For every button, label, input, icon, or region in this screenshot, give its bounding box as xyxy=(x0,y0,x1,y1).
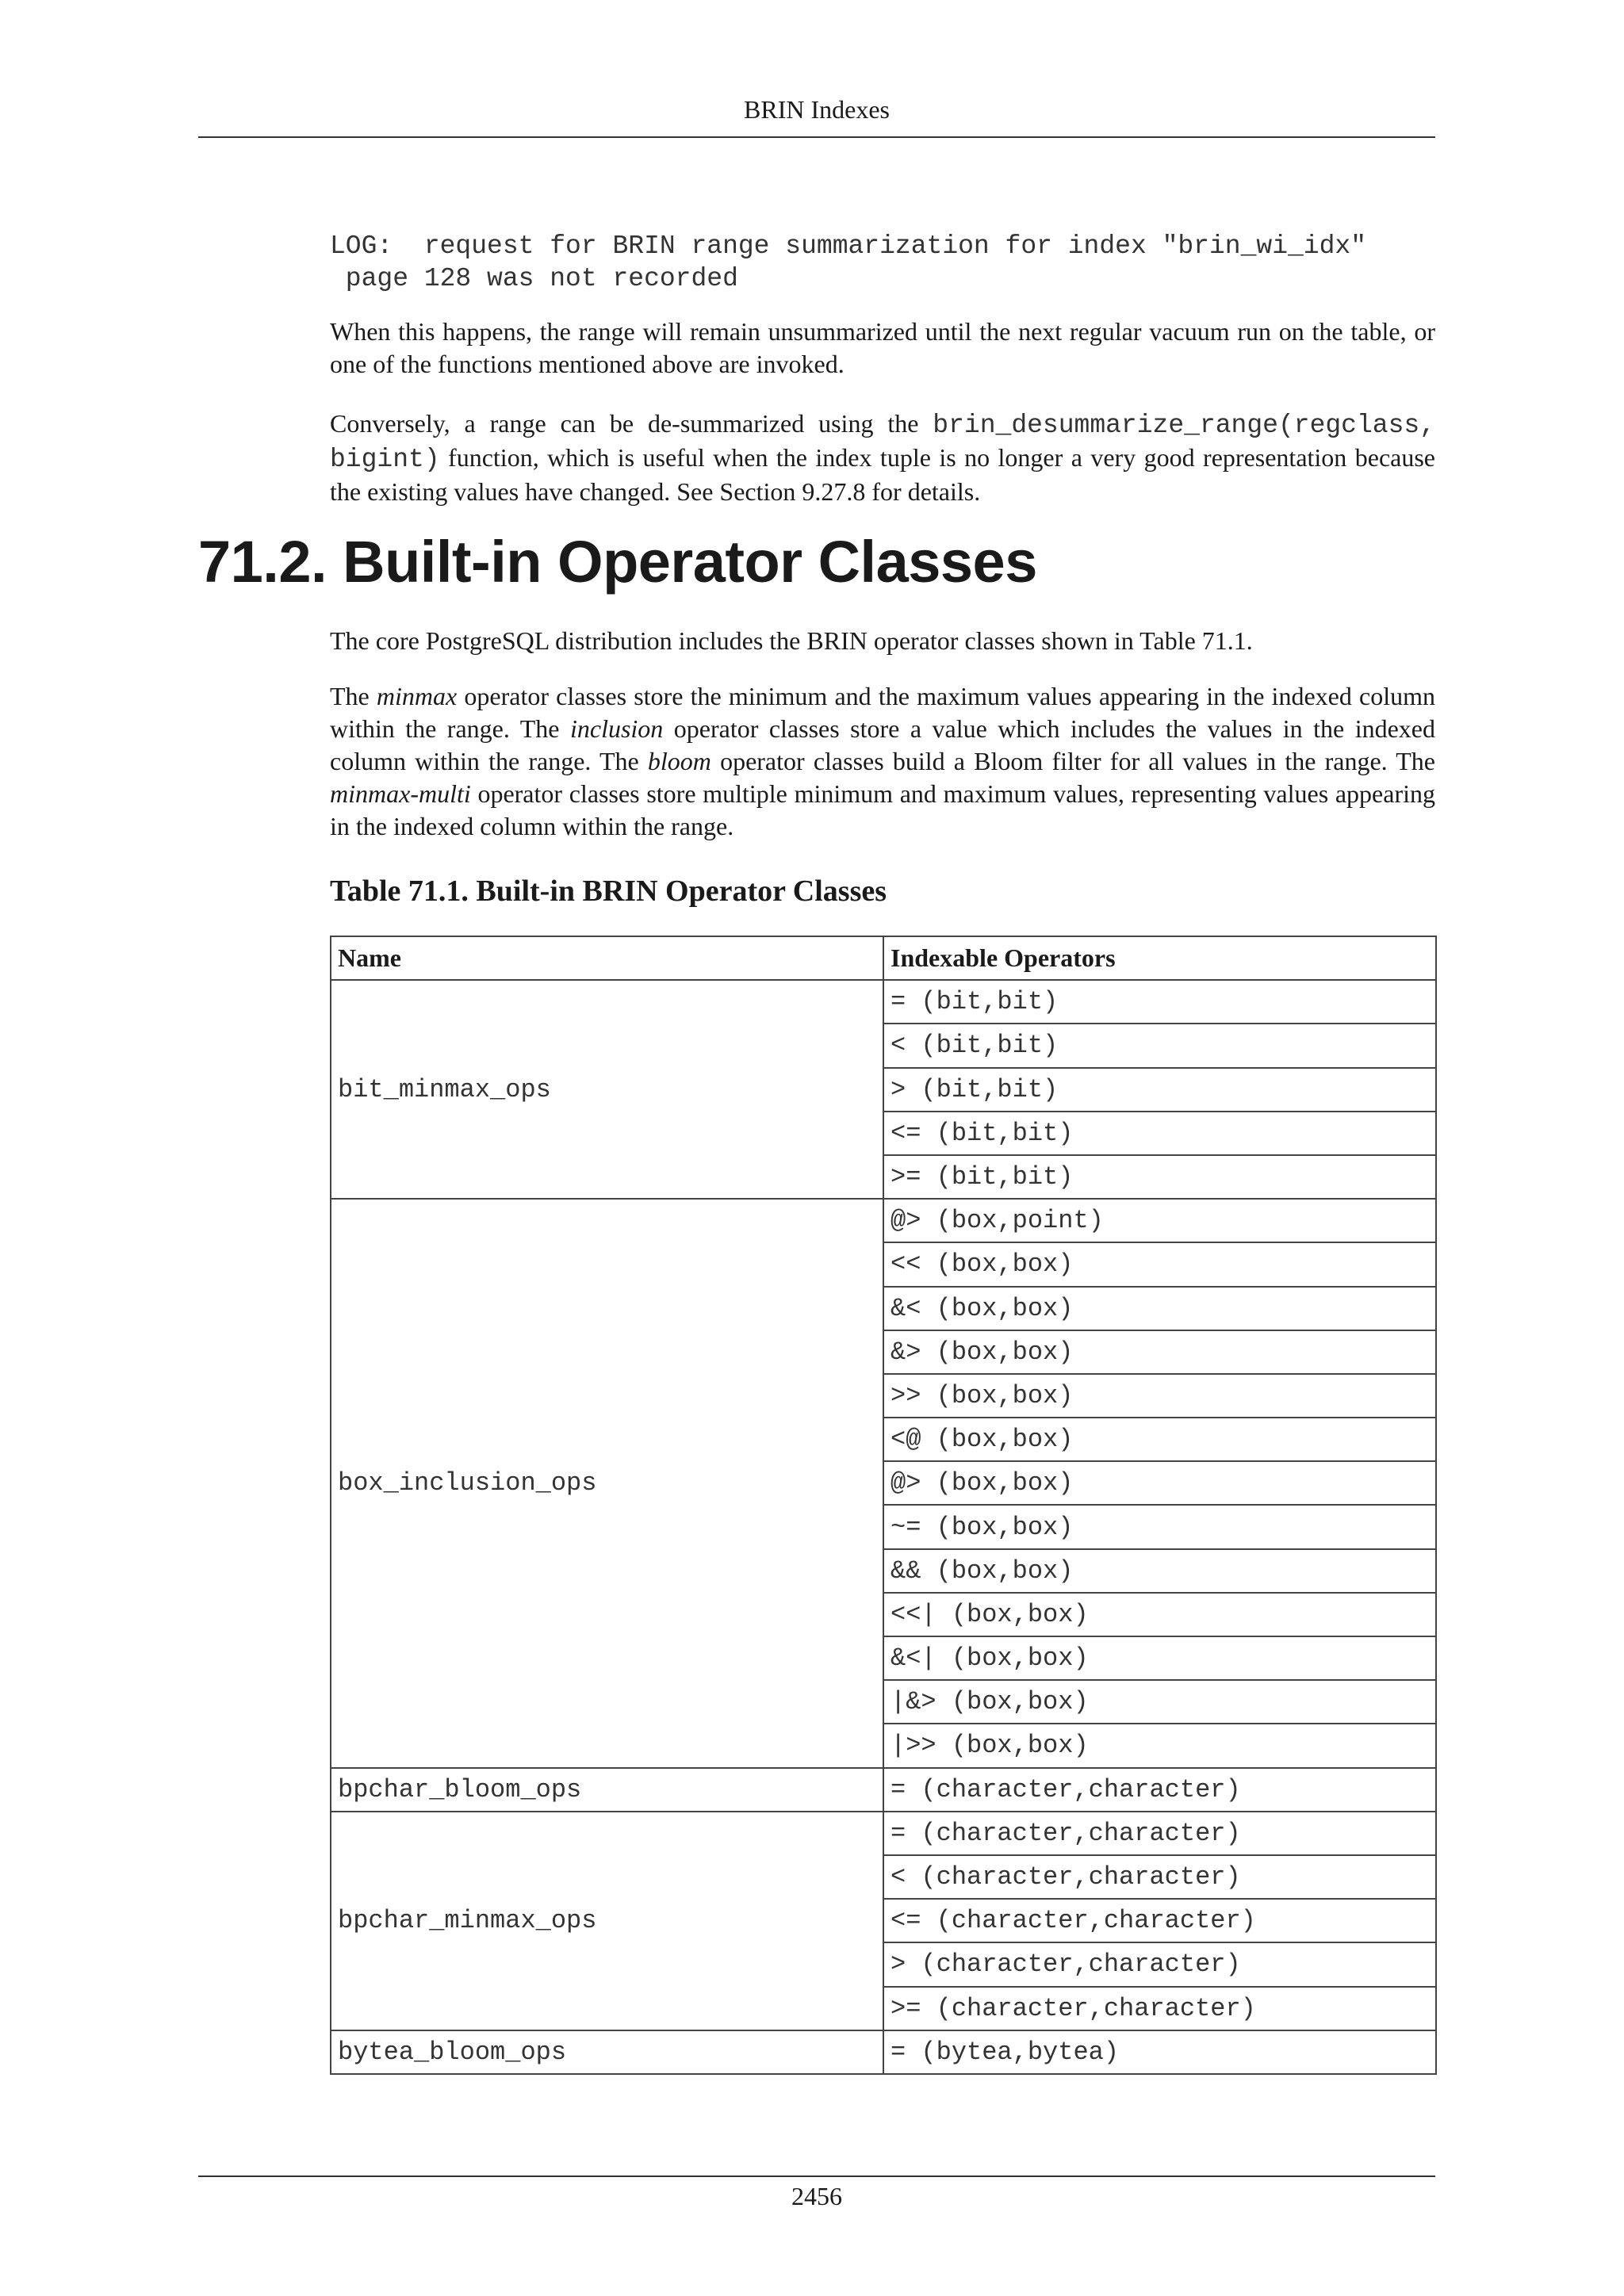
indexable-operator-cell: <<| (box,box) xyxy=(883,1593,1436,1636)
paragraph-desummarize xyxy=(330,408,1435,508)
paragraph-unsummarized: When this happens, the range will remain unsummarized until the next regular vacuum run on the table, or one of the functions mentioned above are invoked. xyxy=(330,317,1435,378)
table-row xyxy=(331,1199,1436,1242)
p4-text-5: operator classes store multiple minimum and maximum values, representing values appearing in the indexed column within the range. xyxy=(330,779,1435,840)
indexable-operator-cell: &<| (box,box) xyxy=(883,1636,1436,1680)
term-bloom: bloom xyxy=(647,747,711,775)
footer-rule xyxy=(198,2175,1435,2177)
paragraph-operator-classes xyxy=(330,680,1435,843)
table-header-row xyxy=(331,936,1436,980)
p2-text-before: Conversely, a range can be de-summarized using the xyxy=(330,409,933,438)
p4-text-1: The xyxy=(330,682,377,710)
table-row xyxy=(331,1812,1436,1855)
indexable-operator-cell: @> (box,point) xyxy=(883,1199,1436,1242)
indexable-operator-cell: > (character,character) xyxy=(883,1942,1436,1986)
page-number: 2456 xyxy=(791,2182,842,2210)
indexable-operator-cell: ~= (box,box) xyxy=(883,1505,1436,1548)
indexable-operator-cell: < (character,character) xyxy=(883,1855,1436,1899)
p4-text-2: operator classes store the minimum and the maximum values appearing in the indexed column within the range. The xyxy=(330,682,1436,743)
operator-class-name-cell: bit_minmax_ops xyxy=(331,980,883,1199)
p2-text-after: function, which is useful when the index tuple is no longer a very good representation because the existing values have changed. See Section 9.27.8 for details. xyxy=(330,443,1435,506)
column-header-operators: Indexable Operators xyxy=(883,936,1436,980)
indexable-operator-cell: = (bytea,bytea) xyxy=(883,2030,1436,2074)
p4-text-4: operator classes build a Bloom filter for all values in the range. The xyxy=(710,747,1436,775)
p4-text-3: operator classes store a value which includes the values in the indexed column within the range. The xyxy=(330,714,1436,775)
term-minmax: minmax xyxy=(376,682,458,710)
column-header-name: Name xyxy=(331,936,883,980)
log-code-block xyxy=(330,230,1435,295)
operator-class-name-cell: bpchar_bloom_ops xyxy=(331,1768,883,1812)
table-row xyxy=(331,980,1436,1024)
function-name-code: brin_desummarize_range(regclass, bigint) xyxy=(330,411,1435,474)
indexable-operator-cell: &< (box,box) xyxy=(883,1287,1436,1330)
indexable-operator-cell: && (box,box) xyxy=(883,1549,1436,1593)
indexable-operator-cell: @> (box,box) xyxy=(883,1461,1436,1505)
code-line-2: page 128 was not recorded xyxy=(330,264,738,293)
indexable-operator-cell: < (bit,bit) xyxy=(883,1024,1436,1067)
indexable-operator-cell: |>> (box,box) xyxy=(883,1724,1436,1767)
table-row xyxy=(331,1768,1436,1812)
indexable-operator-cell: <@ (box,box) xyxy=(883,1418,1436,1461)
indexable-operator-cell: > (bit,bit) xyxy=(883,1068,1436,1112)
term-minmax-multi: minmax-multi xyxy=(330,779,471,808)
operator-classes-table xyxy=(330,936,1437,2075)
running-header: BRIN Indexes xyxy=(744,95,890,124)
indexable-operator-cell: = (character,character) xyxy=(883,1768,1436,1812)
table-title: Table 71.1. Built-in BRIN Operator Classes xyxy=(330,874,887,908)
table-body xyxy=(331,980,1436,2074)
indexable-operator-cell: |&> (box,box) xyxy=(883,1680,1436,1724)
indexable-operator-cell: >= (bit,bit) xyxy=(883,1155,1436,1199)
code-line-1: LOG: request for BRIN range summarization for index "brin_wi_idx" xyxy=(330,232,1367,261)
section-title: 71.2. Built-in Operator Classes xyxy=(198,529,1037,595)
indexable-operator-cell: << (box,box) xyxy=(883,1242,1436,1286)
paragraph-core-distribution: The core PostgreSQL distribution includes the BRIN operator classes shown in Table 71.1. xyxy=(330,626,1253,655)
indexable-operator-cell: &> (box,box) xyxy=(883,1330,1436,1374)
indexable-operator-cell: >= (character,character) xyxy=(883,1987,1436,2030)
table-row xyxy=(331,2030,1436,2074)
indexable-operator-cell: = (bit,bit) xyxy=(883,980,1436,1024)
indexable-operator-cell: = (character,character) xyxy=(883,1812,1436,1855)
indexable-operator-cell: >> (box,box) xyxy=(883,1374,1436,1418)
indexable-operator-cell: <= (bit,bit) xyxy=(883,1112,1436,1155)
operator-class-name-cell: bytea_bloom_ops xyxy=(331,2030,883,2074)
term-inclusion: inclusion xyxy=(569,714,664,743)
indexable-operator-cell: <= (character,character) xyxy=(883,1899,1436,1942)
header-rule xyxy=(198,136,1435,138)
operator-class-name-cell: box_inclusion_ops xyxy=(331,1199,883,1767)
operator-class-name-cell: bpchar_minmax_ops xyxy=(331,1812,883,2030)
